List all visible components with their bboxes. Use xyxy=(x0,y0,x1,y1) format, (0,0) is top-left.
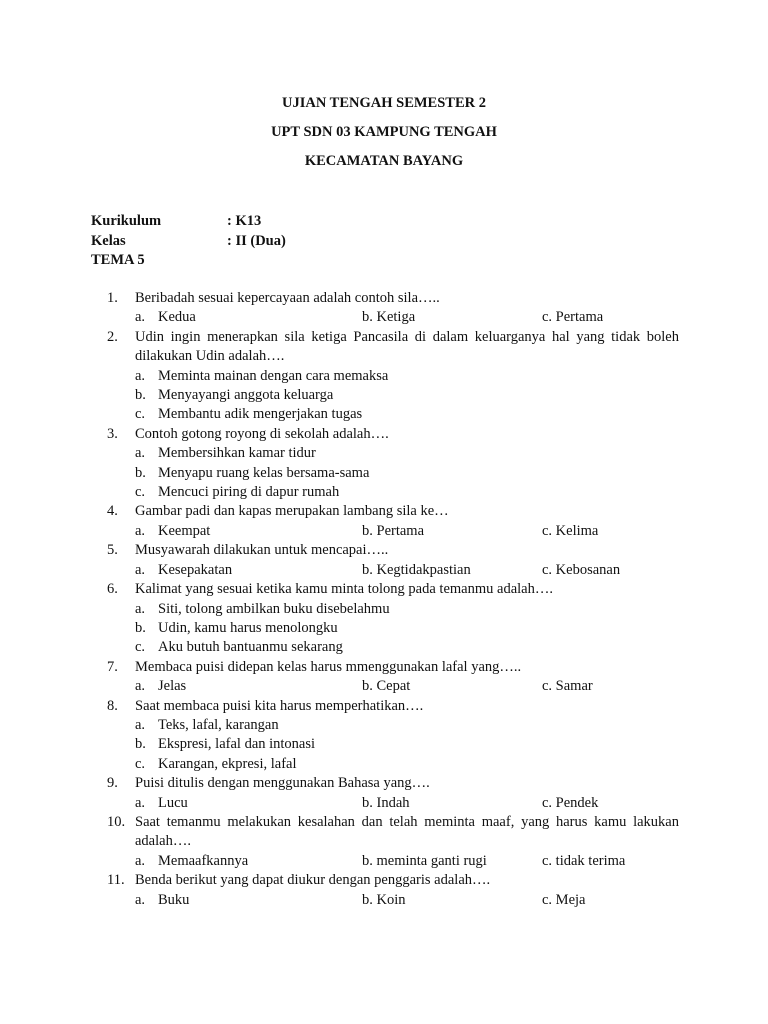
option-letter: c. xyxy=(135,755,146,772)
option-text: Mencuci piring di dapur rumah xyxy=(158,484,340,501)
school-name: UPT SDN 03 KAMPUNG TENGAH xyxy=(271,124,497,140)
question-7-options xyxy=(107,677,679,696)
option-c: c. Meja xyxy=(542,891,586,908)
option-c: c. tidak terima xyxy=(542,852,626,869)
option-text: Ekspresi, lafal dan intonasi xyxy=(158,736,316,753)
option-text: Teks, lafal, karangan xyxy=(158,716,279,733)
option-a xyxy=(107,367,679,386)
option-letter: a. xyxy=(135,309,146,326)
question-text: Udin ingin menerapkan sila ketiga Pancasila di dalam keluarganya hal yang tidak boleh dilakukan Udin adalah…. xyxy=(135,328,679,365)
option-letter: b. xyxy=(135,736,146,753)
question-text: Saat temanmu melakukan kesalahan dan telah meminta maaf, yang harus kamu lakukan adalah…. xyxy=(135,813,679,850)
question-10-options xyxy=(107,852,679,871)
option-text: Membersihkan kamar tidur xyxy=(158,445,316,462)
question-5-options xyxy=(107,561,679,580)
kelas-value: : II (Dua) xyxy=(227,232,286,249)
tema-label: TEMA 5 xyxy=(91,252,145,268)
option-a xyxy=(107,600,679,619)
exam-header xyxy=(0,94,768,181)
question-number: 3. xyxy=(107,425,118,442)
exam-title: UJIAN TENGAH SEMESTER 2 xyxy=(282,95,486,111)
option-b: b. Indah xyxy=(362,794,410,811)
question-text: Benda berikut yang dapat diukur dengan penggaris adalah…. xyxy=(135,872,491,889)
question-number: 6. xyxy=(107,581,118,598)
question-10 xyxy=(107,813,679,852)
option-text: Siti, tolong ambilkan buku disebelahmu xyxy=(158,600,390,617)
option-a: Keempat xyxy=(158,522,211,539)
option-letter: c. xyxy=(135,406,146,423)
option-text: Udin, kamu harus menolongku xyxy=(158,619,338,636)
question-number: 1. xyxy=(107,290,118,306)
option-letter: c. xyxy=(135,484,146,501)
question-list xyxy=(107,289,679,910)
question-number: 9. xyxy=(107,775,118,792)
option-text: Membantu adik mengerjakan tugas xyxy=(158,406,363,423)
option-b xyxy=(107,386,679,405)
option-text: Menyapu ruang kelas bersama-sama xyxy=(158,464,370,481)
option-letter: a. xyxy=(135,852,146,869)
question-3 xyxy=(107,425,679,444)
question-text: Contoh gotong royong di sekolah adalah…. xyxy=(135,425,389,442)
question-9 xyxy=(107,774,679,793)
option-b xyxy=(107,464,679,483)
option-text: Menyayangi anggota keluarga xyxy=(158,387,334,404)
option-b: b. Koin xyxy=(362,891,406,908)
question-1-options xyxy=(107,308,679,327)
question-number: 4. xyxy=(107,503,118,520)
question-8 xyxy=(107,697,679,716)
option-a: Kedua xyxy=(158,309,196,326)
question-text: Kalimat yang sesuai ketika kamu minta tolong pada temanmu adalah…. xyxy=(135,581,553,598)
option-a xyxy=(107,444,679,463)
option-letter: b. xyxy=(135,464,146,481)
question-4 xyxy=(107,502,679,521)
option-letter: a. xyxy=(135,367,146,384)
option-letter: a. xyxy=(135,794,146,811)
option-letter: a. xyxy=(135,561,146,578)
question-4-options xyxy=(107,522,679,541)
option-b xyxy=(107,735,679,754)
question-text: Saat membaca puisi kita harus memperhatikan…. xyxy=(135,697,424,714)
option-letter: c. xyxy=(135,639,146,656)
option-letter: a. xyxy=(135,891,146,908)
question-number: 7. xyxy=(107,658,118,675)
option-a: Buku xyxy=(158,891,190,908)
kurikulum-value: : K13 xyxy=(227,213,262,229)
option-c: c. Pendek xyxy=(542,794,599,811)
option-c: c. Samar xyxy=(542,678,593,695)
district-name: KECAMATAN BAYANG xyxy=(304,153,464,169)
question-text: Membaca puisi didepan kelas harus mmenggunakan lafal yang….. xyxy=(135,658,522,675)
option-letter: b. xyxy=(135,387,146,404)
option-letter: a. xyxy=(135,678,146,695)
tema-row xyxy=(91,251,286,271)
question-text: Puisi ditulis dengan menggunakan Bahasa yang…. xyxy=(135,775,430,792)
option-a: Kesepakatan xyxy=(158,561,233,578)
question-text: Beribadah sesuai kepercayaan adalah contoh sila….. xyxy=(135,290,440,306)
option-text: Aku butuh bantuanmu sekarang xyxy=(158,639,343,656)
option-b: b. Kegtidakpastian xyxy=(362,561,471,578)
option-c xyxy=(107,755,679,774)
option-b xyxy=(107,619,679,638)
question-7 xyxy=(107,658,679,677)
question-6 xyxy=(107,580,679,599)
option-b: b. Cepat xyxy=(362,678,411,695)
option-letter: a. xyxy=(135,522,146,539)
option-b: b. Ketiga xyxy=(362,309,416,326)
question-2 xyxy=(107,328,679,367)
option-c xyxy=(107,638,679,657)
exam-info xyxy=(91,212,286,271)
option-letter: a. xyxy=(135,600,146,617)
question-text: Musyawarah dilakukan untuk mencapai….. xyxy=(135,542,389,559)
question-text: Gambar padi dan kapas merupakan lambang sila ke… xyxy=(135,503,449,520)
option-c xyxy=(107,405,679,424)
option-a: Memaafkannya xyxy=(158,852,249,869)
question-number: 10. xyxy=(107,813,126,830)
option-c: c. Kelima xyxy=(542,522,599,539)
question-5 xyxy=(107,541,679,560)
option-a xyxy=(107,716,679,735)
kelas-row xyxy=(91,232,286,252)
option-c: c. Pertama xyxy=(542,309,604,326)
question-11-options xyxy=(107,891,679,910)
option-letter: b. xyxy=(135,619,146,636)
option-b: b. Pertama xyxy=(362,522,425,539)
option-a: Jelas xyxy=(158,678,187,695)
option-b: b. meminta ganti rugi xyxy=(362,852,487,869)
option-letter: a. xyxy=(135,716,146,733)
kelas-label: Kelas xyxy=(91,232,126,249)
question-number: 2. xyxy=(107,328,118,345)
question-9-options xyxy=(107,794,679,813)
option-letter: a. xyxy=(135,445,146,462)
option-c xyxy=(107,483,679,502)
option-text: Karangan, ekpresi, lafal xyxy=(158,755,297,772)
option-c: c. Kebosanan xyxy=(542,561,621,578)
kurikulum-label: Kurikulum xyxy=(91,213,162,229)
question-number: 8. xyxy=(107,697,118,714)
kurikulum-row xyxy=(91,212,286,232)
question-number: 5. xyxy=(107,542,118,559)
question-11 xyxy=(107,871,679,890)
question-number: 11. xyxy=(107,872,125,889)
question-1 xyxy=(107,289,679,308)
option-text: Meminta mainan dengan cara memaksa xyxy=(158,367,389,384)
option-a: Lucu xyxy=(158,794,188,811)
